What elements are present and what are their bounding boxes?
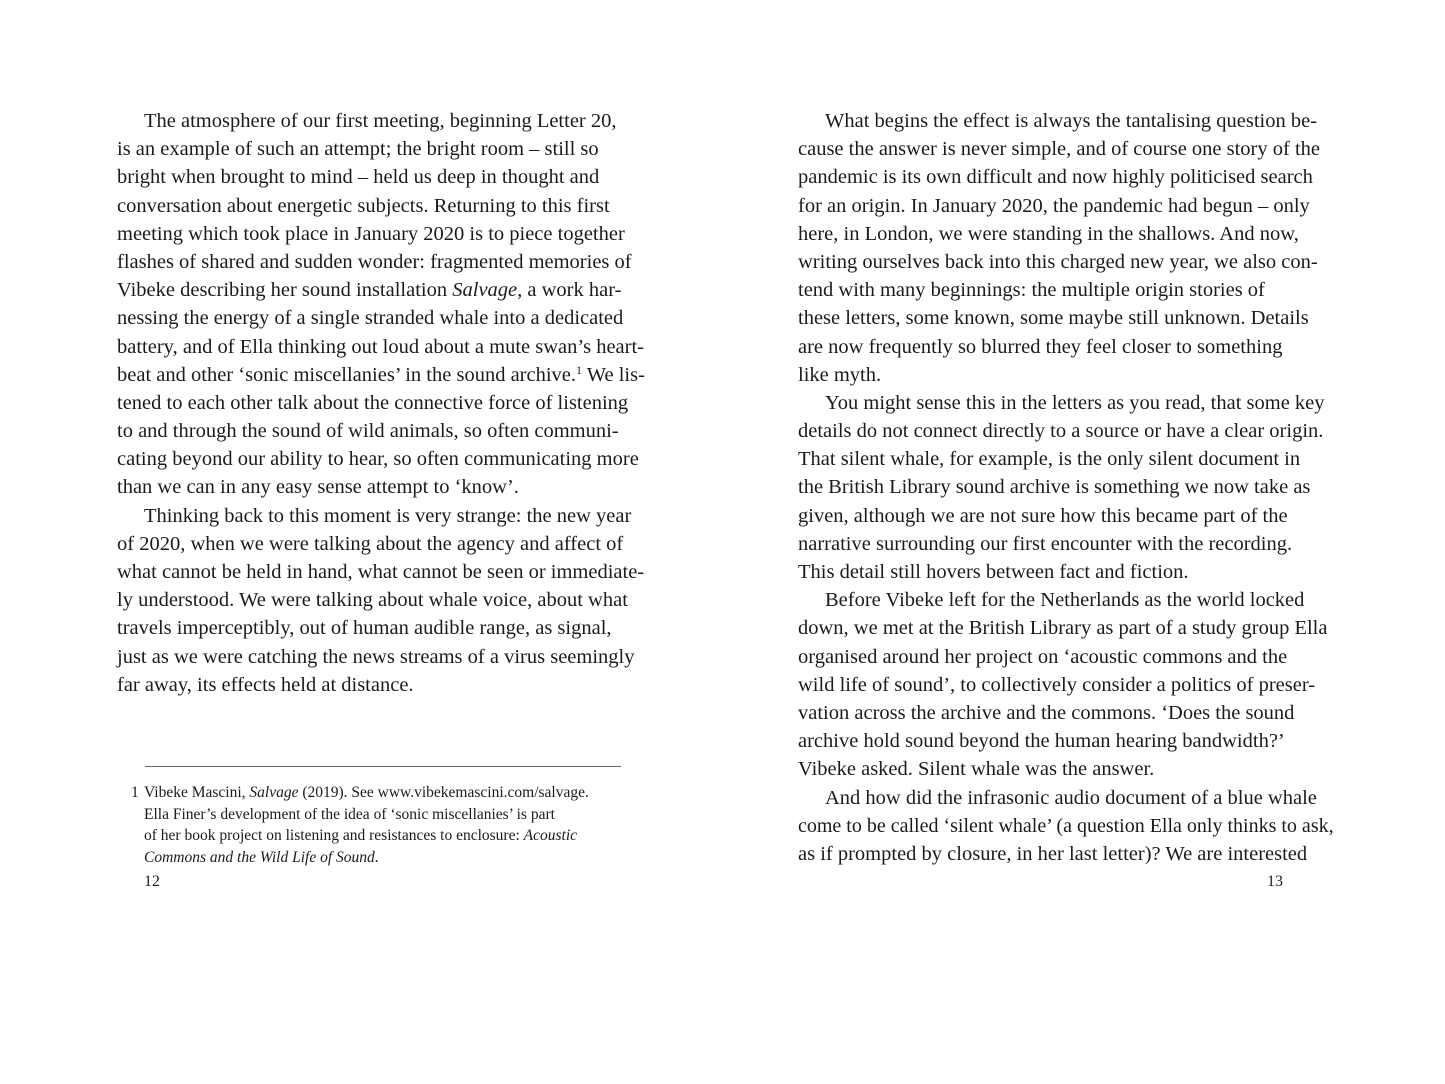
text-line: meeting which took place in January 2020 is to piece together <box>117 222 625 245</box>
text-line: flashes of shared and sudden wonder: fragmented memories of <box>117 250 632 273</box>
text-line: You might sense this in the letters as you read, that some key <box>825 391 1325 414</box>
text-line: writing ourselves back into this charged new year, we also con- <box>798 250 1318 273</box>
text-line: What begins the effect is always the tantalising question be- <box>825 110 1318 132</box>
text-line: come to be called ‘silent whale’ (a question Ella only thinks to ask, <box>798 814 1334 837</box>
left-page-body <box>117 107 651 699</box>
text-line: far away, its effects held at distance. <box>117 673 414 696</box>
text-line: travels imperceptibly, out of human audible range, as signal, <box>117 617 612 640</box>
text-line: pandemic is its own difficult and now highly politicised search <box>798 166 1313 189</box>
text-line <box>117 276 651 304</box>
left-page <box>0 0 722 1084</box>
footnote-line: Ella Finer’s development of the idea of ‘sonic miscellanies’ is part <box>144 805 555 823</box>
footnote-line <box>144 782 624 804</box>
text-line: for an origin. In January 2020, the pandemic had begun – only <box>798 194 1310 217</box>
text-run: , a work har- <box>517 279 622 302</box>
artwork-title: Salvage <box>452 279 518 302</box>
page-number: 12 <box>144 873 160 890</box>
text-line: Thinking back to this moment is very strange: the new year <box>144 504 632 527</box>
text-line: cause the answer is never simple, and of course one story of the <box>798 138 1321 161</box>
text-line: than we can in any easy sense attempt to ‘know’. <box>117 476 519 499</box>
text-line: And how did the infrasonic audio document of a blue whale <box>825 786 1317 809</box>
text-line: is an example of such an attempt; the bright room – still so <box>117 138 599 161</box>
footnote-reference[interactable]: 1 <box>576 362 583 377</box>
text-line: Before Vibeke left for the Netherlands as the world locked <box>825 589 1305 612</box>
footnote-number: 1 <box>131 784 139 801</box>
text-line: tened to each other talk about the connective force of listening <box>117 391 629 414</box>
text-line: That silent whale, for example, is the only silent document in <box>798 448 1301 471</box>
book-title: Commons and the Wild Life of Sound <box>144 848 375 866</box>
text-line: tend with many beginnings: the multiple origin stories of <box>798 279 1265 302</box>
text-line: the British Library sound archive is something we now take as <box>798 476 1311 499</box>
text-run: We lis- <box>582 363 645 386</box>
book-title: Acoustic <box>523 827 578 844</box>
right-page <box>722 0 1445 1084</box>
text-line: ly understood. We were talking about whale voice, about what <box>117 589 628 612</box>
text-line: to and through the sound of wild animals, so often communi- <box>117 420 619 443</box>
text-line: given, although we are not sure how this became part of the <box>798 504 1288 527</box>
page-number: 13 <box>1267 873 1283 890</box>
right-page-body <box>798 107 1334 868</box>
text-line: Vibeke asked. Silent whale was the answer. <box>798 758 1155 781</box>
footnote-line <box>144 847 624 869</box>
text-line: bright when brought to mind – held us deep in thought and <box>117 166 600 189</box>
text-line: as if prompted by closure, in her last letter)? We are interested <box>798 842 1308 865</box>
text-line: conversation about energetic subjects. Returning to this first <box>117 194 610 217</box>
artwork-title: Salvage <box>249 784 299 801</box>
text-run: of her book project on listening and resistances to enclosure: <box>144 827 524 844</box>
text-line: organised around her project on ‘acoustic commons and the <box>798 645 1288 668</box>
text-run: Vibeke describing her sound installation <box>117 279 453 302</box>
text-run: beat and other ‘sonic miscellanies’ in the sound archive. <box>117 363 577 386</box>
text-line: down, we met at the British Library as part of a study group Ella <box>798 617 1328 640</box>
text-line: are now frequently so blurred they feel closer to something <box>798 335 1283 358</box>
text-line: just as we were catching the news streams of a virus seemingly <box>117 645 635 668</box>
text-line: This detail still hovers between fact and fiction. <box>798 561 1189 583</box>
text-line: details do not connect directly to a source or have a clear origin. <box>798 420 1324 443</box>
text-run: Vibeke Mascini, <box>144 784 250 801</box>
text-line: wild life of sound’, to collectively consider a politics of preser- <box>798 673 1316 696</box>
footnote-body <box>144 782 624 868</box>
text-line: The atmosphere of our first meeting, beginning Letter 20, <box>144 110 617 132</box>
footnote-divider <box>145 766 621 767</box>
text-line: cating beyond our ability to hear, so often communicating more <box>117 448 639 471</box>
text-line: these letters, some known, some maybe still unknown. Details <box>798 307 1309 330</box>
text-line: like myth. <box>798 363 882 386</box>
text-line: here, in London, we were standing in the shallows. And now, <box>798 222 1299 245</box>
text-line: of 2020, when we were talking about the agency and affect of <box>117 532 624 555</box>
footnote-line <box>144 825 624 847</box>
text-line: vation across the archive and the commons. ‘Does the sound <box>798 701 1295 724</box>
text-line: narrative surrounding our first encounter with the recording. <box>798 532 1293 555</box>
text-run: . <box>374 848 379 866</box>
text-line: what cannot be held in hand, what cannot be seen or immediate- <box>117 561 645 583</box>
text-line: archive hold sound beyond the human hearing bandwidth?’ <box>798 730 1285 753</box>
text-run: (2019). See www.vibekemascini.com/salvage. <box>298 784 589 801</box>
text-line <box>117 361 651 389</box>
text-line: nessing the energy of a single stranded whale into a dedicated <box>117 307 624 330</box>
text-line: battery, and of Ella thinking out loud about a mute swan’s heart- <box>117 335 644 358</box>
